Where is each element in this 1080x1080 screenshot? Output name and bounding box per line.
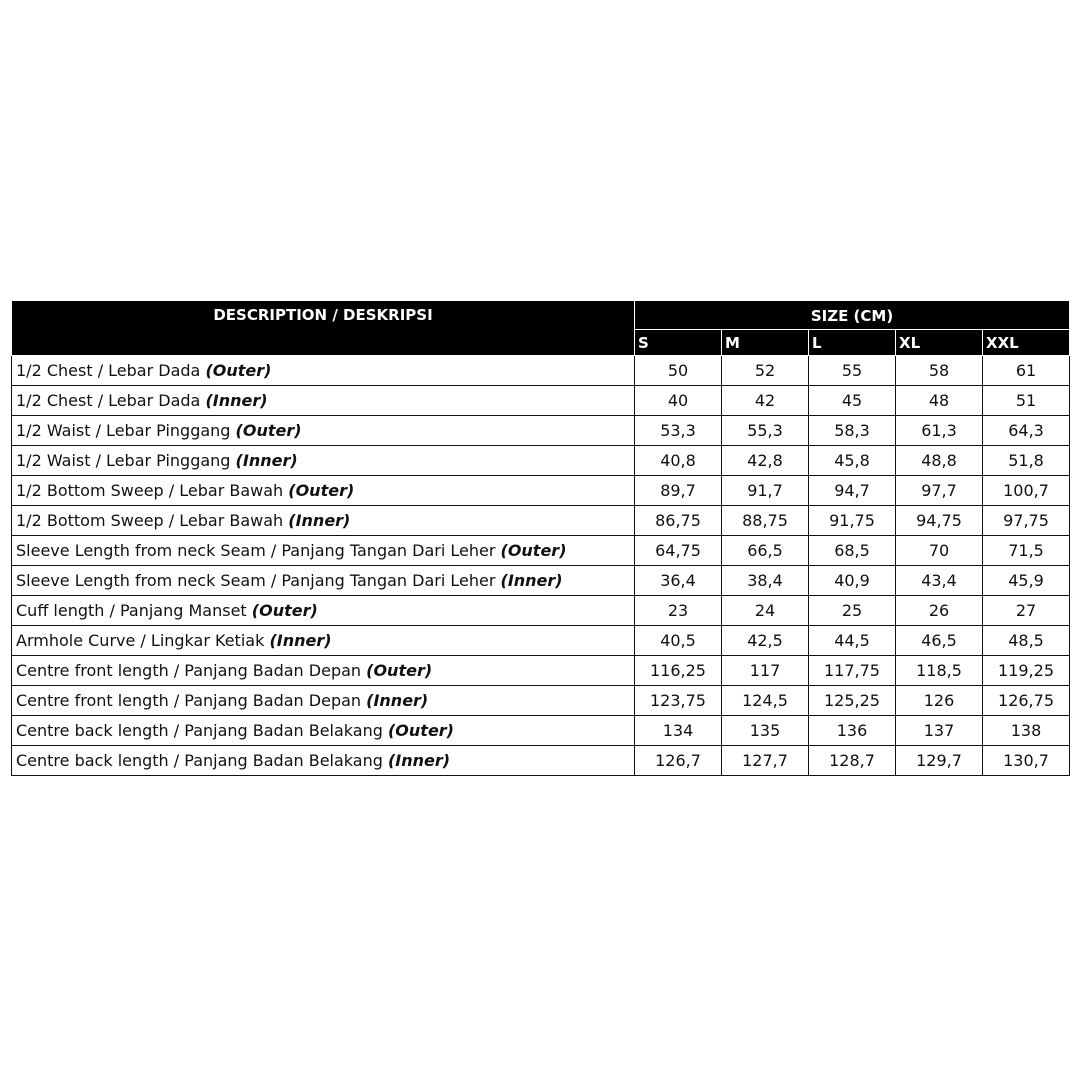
size-value-m: 42,8 bbox=[722, 446, 809, 476]
measurement-description bbox=[12, 446, 635, 476]
size-header-s: S bbox=[635, 330, 722, 356]
measurement-description bbox=[12, 746, 635, 776]
size-value-xl: 126 bbox=[896, 686, 983, 716]
size-value-xl: 58 bbox=[896, 356, 983, 386]
table-row bbox=[12, 386, 1070, 416]
size-value-l: 91,75 bbox=[809, 506, 896, 536]
measurement-description bbox=[12, 386, 635, 416]
size-value-xl: 129,7 bbox=[896, 746, 983, 776]
size-header-xxl: XXL bbox=[983, 330, 1070, 356]
measurement-description bbox=[12, 416, 635, 446]
size-value-xl: 48,8 bbox=[896, 446, 983, 476]
measurement-description bbox=[12, 356, 635, 386]
measurement-label: 1/2 Chest / Lebar Dada bbox=[16, 361, 201, 380]
size-value-l: 128,7 bbox=[809, 746, 896, 776]
size-value-s: 40 bbox=[635, 386, 722, 416]
layer-variant: (Inner) bbox=[235, 451, 298, 470]
size-value-xl: 97,7 bbox=[896, 476, 983, 506]
size-value-m: 124,5 bbox=[722, 686, 809, 716]
size-value-s: 23 bbox=[635, 596, 722, 626]
layer-variant: (Inner) bbox=[387, 751, 451, 770]
size-value-s: 126,7 bbox=[635, 746, 722, 776]
table-row bbox=[12, 536, 1070, 566]
size-value-m: 24 bbox=[722, 596, 809, 626]
size-value-l: 94,7 bbox=[809, 476, 896, 506]
size-value-xxl: 100,7 bbox=[983, 476, 1070, 506]
size-value-m: 66,5 bbox=[722, 536, 809, 566]
size-value-l: 44,5 bbox=[809, 626, 896, 656]
measurement-description bbox=[12, 476, 635, 506]
layer-variant: (Inner) bbox=[288, 511, 351, 530]
measurement-label: 1/2 Bottom Sweep / Lebar Bawah bbox=[16, 481, 284, 500]
size-value-xl: 48 bbox=[896, 386, 983, 416]
size-value-s: 53,3 bbox=[635, 416, 722, 446]
measurement-description bbox=[12, 626, 635, 656]
size-value-m: 127,7 bbox=[722, 746, 809, 776]
table-row bbox=[12, 416, 1070, 446]
size-value-s: 116,25 bbox=[635, 656, 722, 686]
size-value-l: 40,9 bbox=[809, 566, 896, 596]
size-value-xl: 137 bbox=[896, 716, 983, 746]
size-value-s: 40,5 bbox=[635, 626, 722, 656]
measurement-description bbox=[12, 566, 635, 596]
measurement-label: Centre front length / Panjang Badan Depan bbox=[16, 661, 362, 680]
size-value-xxl: 64,3 bbox=[983, 416, 1070, 446]
size-value-m: 117 bbox=[722, 656, 809, 686]
size-value-l: 25 bbox=[809, 596, 896, 626]
size-value-l: 136 bbox=[809, 716, 896, 746]
size-value-xxl: 51 bbox=[983, 386, 1070, 416]
size-value-m: 88,75 bbox=[722, 506, 809, 536]
size-value-xxl: 27 bbox=[983, 596, 1070, 626]
measurement-label: 1/2 Waist / Lebar Pinggang bbox=[16, 421, 231, 440]
size-value-xxl: 97,75 bbox=[983, 506, 1070, 536]
size-value-xxl: 51,8 bbox=[983, 446, 1070, 476]
size-value-xl: 61,3 bbox=[896, 416, 983, 446]
size-value-xxl: 48,5 bbox=[983, 626, 1070, 656]
size-value-m: 42,5 bbox=[722, 626, 809, 656]
size-value-s: 50 bbox=[635, 356, 722, 386]
size-value-xxl: 119,25 bbox=[983, 656, 1070, 686]
table-row bbox=[12, 656, 1070, 686]
size-value-xxl: 126,75 bbox=[983, 686, 1070, 716]
table-row bbox=[12, 476, 1070, 506]
table-body bbox=[12, 356, 1070, 776]
size-value-l: 55 bbox=[809, 356, 896, 386]
layer-variant: (Outer) bbox=[500, 541, 567, 560]
size-value-m: 135 bbox=[722, 716, 809, 746]
size-value-l: 117,75 bbox=[809, 656, 896, 686]
layer-variant: (Outer) bbox=[366, 661, 433, 680]
size-chart-table bbox=[11, 300, 1070, 776]
layer-variant: (Outer) bbox=[387, 721, 454, 740]
table-row bbox=[12, 596, 1070, 626]
size-value-s: 89,7 bbox=[635, 476, 722, 506]
size-value-s: 64,75 bbox=[635, 536, 722, 566]
size-header-l: L bbox=[809, 330, 896, 356]
size-value-xl: 43,4 bbox=[896, 566, 983, 596]
size-value-s: 134 bbox=[635, 716, 722, 746]
table-row bbox=[12, 506, 1070, 536]
description-header: DESCRIPTION / DESKRIPSI bbox=[12, 301, 635, 356]
measurement-label: 1/2 Chest / Lebar Dada bbox=[16, 391, 201, 410]
table-row bbox=[12, 356, 1070, 386]
layer-variant: (Inner) bbox=[366, 691, 429, 710]
size-value-xl: 46,5 bbox=[896, 626, 983, 656]
measurement-label: Armhole Curve / Lingkar Ketiak bbox=[16, 631, 265, 650]
size-value-s: 36,4 bbox=[635, 566, 722, 596]
size-value-xxl: 61 bbox=[983, 356, 1070, 386]
size-value-s: 86,75 bbox=[635, 506, 722, 536]
size-value-s: 123,75 bbox=[635, 686, 722, 716]
table-row bbox=[12, 686, 1070, 716]
measurement-label: Sleeve Length from neck Seam / Panjang Tangan Dari Leher bbox=[16, 571, 496, 590]
layer-variant: (Inner) bbox=[205, 391, 268, 410]
size-value-xl: 26 bbox=[896, 596, 983, 626]
measurement-description bbox=[12, 716, 635, 746]
table-row bbox=[12, 746, 1070, 776]
size-value-m: 42 bbox=[722, 386, 809, 416]
size-value-l: 45 bbox=[809, 386, 896, 416]
measurement-label: 1/2 Bottom Sweep / Lebar Bawah bbox=[16, 511, 284, 530]
size-value-l: 45,8 bbox=[809, 446, 896, 476]
measurement-label: Sleeve Length from neck Seam / Panjang Tangan Dari Leher bbox=[16, 541, 496, 560]
size-value-l: 68,5 bbox=[809, 536, 896, 566]
size-value-s: 40,8 bbox=[635, 446, 722, 476]
layer-variant: (Outer) bbox=[205, 361, 272, 380]
size-value-xxl: 130,7 bbox=[983, 746, 1070, 776]
measurement-description bbox=[12, 686, 635, 716]
table-row bbox=[12, 446, 1070, 476]
table-header bbox=[12, 301, 1070, 356]
measurement-description bbox=[12, 656, 635, 686]
size-group-header: SIZE (CM) bbox=[635, 301, 1070, 330]
layer-variant: (Inner) bbox=[500, 571, 563, 590]
size-value-l: 125,25 bbox=[809, 686, 896, 716]
measurement-label: Centre back length / Panjang Badan Belakang bbox=[16, 751, 383, 770]
size-value-xxl: 138 bbox=[983, 716, 1070, 746]
layer-variant: (Outer) bbox=[251, 601, 318, 620]
size-value-xl: 118,5 bbox=[896, 656, 983, 686]
layer-variant: (Inner) bbox=[269, 631, 332, 650]
measurement-label: Cuff length / Panjang Manset bbox=[16, 601, 247, 620]
measurement-label: Centre front length / Panjang Badan Depan bbox=[16, 691, 362, 710]
measurement-label: 1/2 Waist / Lebar Pinggang bbox=[16, 451, 231, 470]
layer-variant: (Outer) bbox=[288, 481, 355, 500]
size-value-m: 38,4 bbox=[722, 566, 809, 596]
size-value-xl: 94,75 bbox=[896, 506, 983, 536]
size-value-l: 58,3 bbox=[809, 416, 896, 446]
size-value-xxl: 45,9 bbox=[983, 566, 1070, 596]
measurement-description bbox=[12, 596, 635, 626]
measurement-description bbox=[12, 506, 635, 536]
size-header-m: M bbox=[722, 330, 809, 356]
layer-variant: (Outer) bbox=[235, 421, 302, 440]
measurement-description bbox=[12, 536, 635, 566]
size-value-m: 91,7 bbox=[722, 476, 809, 506]
size-value-xxl: 71,5 bbox=[983, 536, 1070, 566]
table-row bbox=[12, 566, 1070, 596]
size-value-xl: 70 bbox=[896, 536, 983, 566]
table-row bbox=[12, 626, 1070, 656]
table-row bbox=[12, 716, 1070, 746]
size-value-m: 52 bbox=[722, 356, 809, 386]
measurement-label: Centre back length / Panjang Badan Belakang bbox=[16, 721, 383, 740]
size-header-xl: XL bbox=[896, 330, 983, 356]
size-value-m: 55,3 bbox=[722, 416, 809, 446]
